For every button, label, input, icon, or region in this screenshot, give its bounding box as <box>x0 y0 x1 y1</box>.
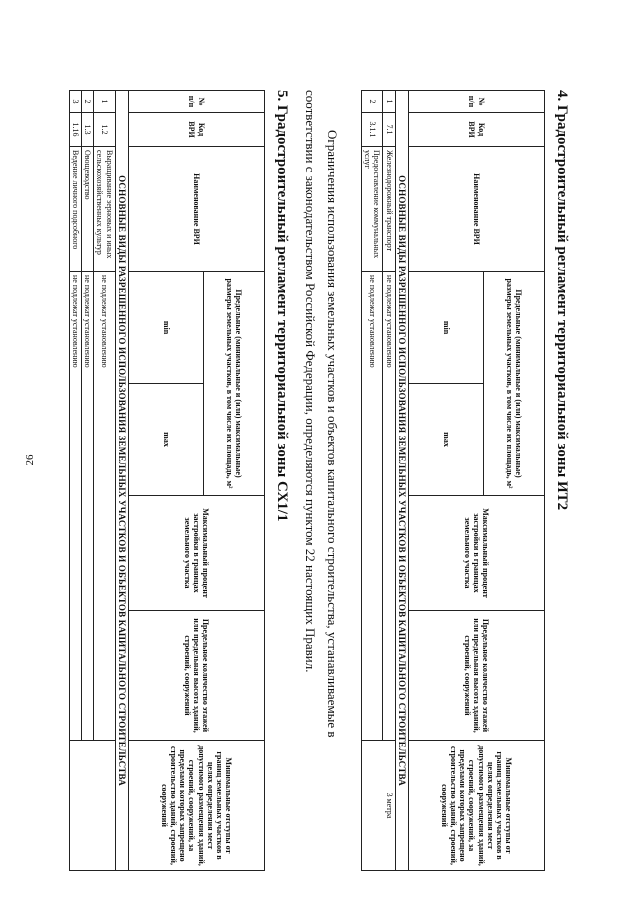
cell-num: 3 <box>69 91 81 113</box>
header-code: Код ВРИ <box>409 113 545 147</box>
cell-name: Предоставление коммунальных услуг <box>362 147 383 272</box>
header-floors: Предельное количество этажей или предельная высота зданий, строений, сооружений <box>409 611 545 741</box>
header-sizes: Предельные (минимальные и (или) максимальные) размеры земельных участков, в том числе их площадь, м² <box>204 272 265 496</box>
header-percent: Максимальный процент застройки в границах земельного участка <box>129 496 265 611</box>
header-num: № п/п <box>129 91 265 113</box>
cell-sizes: не подлежат установлению <box>82 272 94 741</box>
cell-num: 2 <box>82 91 94 113</box>
header-sizes: Предельные (минимальные и (или) максимальные) размеры земельных участков, в том числе их площадь, м² <box>484 272 545 496</box>
cell-num: 1 <box>94 91 115 113</box>
cell-sizes: не подлежат установлению <box>94 272 115 741</box>
restrictions-paragraph-line2: соответствии с законодательством Российской Федерации, определяются пунктом 22 настоящих Правил. <box>303 90 318 673</box>
table-row <box>94 91 115 871</box>
header-min: min <box>129 272 204 384</box>
cell-code: 3.1.1 <box>362 113 383 147</box>
regulation-table-it2 <box>361 90 545 871</box>
header-max: max <box>409 384 484 496</box>
header-setback: Минимальные отступы от границ земельных участков в целях определения мест допустимого размещения зданий, строений, сооружений, за пределами которых запрещено строительство зданий, строений, сооружений <box>409 741 545 871</box>
cell-code: 1.2 <box>94 113 115 147</box>
header-setback: Минимальные отступы от границ земельных участков в целях определения мест допустимого размещения зданий, строений, сооружений, за пределами которых запрещено строительство зданий, строений, сооружений <box>129 741 265 871</box>
page-number: 26 <box>24 454 36 466</box>
regulation-table-sx1 <box>69 90 265 871</box>
cell-setback: 3 метра <box>362 741 396 871</box>
cell-setback <box>69 741 115 871</box>
cell-code: 1.3 <box>82 113 94 147</box>
header-name: Наименование ВРИ <box>409 147 545 272</box>
restrictions-paragraph-line1: Ограничения использования земельных участков и объектов капитального строительства, устанавливаемые в <box>325 130 340 738</box>
cell-sizes: не подлежат установлению <box>362 272 383 741</box>
cell-sizes: не подлежат установлению <box>69 272 81 741</box>
cell-name: Овощеводство <box>82 147 94 272</box>
header-max: max <box>129 384 204 496</box>
header-code: Код ВРИ <box>129 113 265 147</box>
cell-code: 7.1 <box>383 113 395 147</box>
header-name: Наименование ВРИ <box>129 147 265 272</box>
cell-name: Выращивание зерновых и иных сельскохозяйственных культур <box>94 147 115 272</box>
section-title-it2: 4. Градостроительный регламент территориальной зоны ИТ2 <box>554 90 570 511</box>
cell-num: 2 <box>362 91 383 113</box>
cell-name: Железнодорожный транспорт <box>383 147 395 272</box>
cell-num: 1 <box>383 91 395 113</box>
header-num: № п/п <box>409 91 545 113</box>
section-title-sx1: 5. Градостроительный регламент территориальной зоны СХ1/1 <box>274 90 290 522</box>
header-floors: Предельное количество этажей или предельная высота зданий, строений, сооружений <box>129 611 265 741</box>
header-min: min <box>409 272 484 384</box>
cell-name: Ведение личного подсобного <box>69 147 81 272</box>
cell-sizes: не подлежат установлению <box>383 272 395 741</box>
section-row: ОСНОВНЫЕ ВИДЫ РАЗРЕШЕННОГО ИСПОЛЬЗОВАНИЯ ЗЕМЕЛЬНЫХ УЧАСТКОВ И ОБЪЕКТОВ КАПИТАЛЬНОГО СТРОИТЕЛЬСТВА <box>395 91 408 871</box>
cell-code: 1.16 <box>69 113 81 147</box>
section-row: ОСНОВНЫЕ ВИДЫ РАЗРЕШЕННОГО ИСПОЛЬЗОВАНИЯ ЗЕМЕЛЬНЫХ УЧАСТКОВ И ОБЪЕКТОВ КАПИТАЛЬНОГО СТРОИТЕЛЬСТВА <box>115 91 128 871</box>
header-percent: Максимальный процент застройки в границах земельного участка <box>409 496 545 611</box>
table-row <box>383 91 395 871</box>
